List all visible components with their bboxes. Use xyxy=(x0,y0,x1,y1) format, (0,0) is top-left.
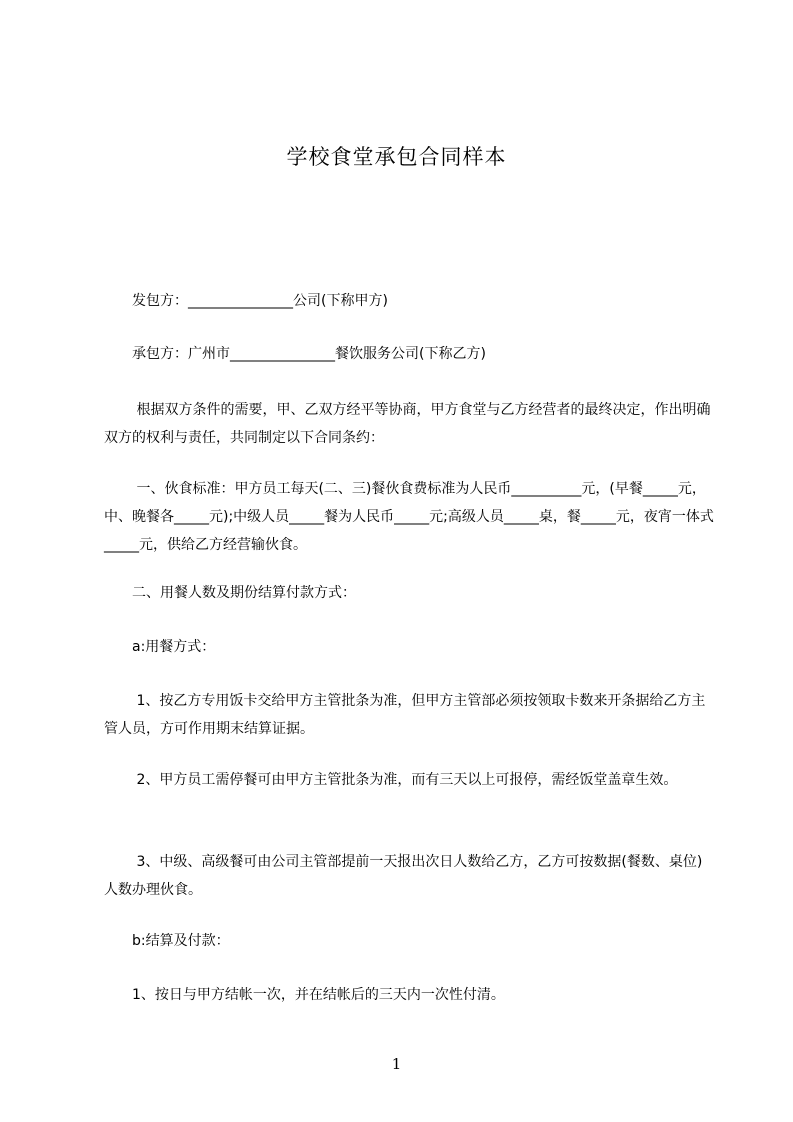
clause-1-meal-standard: 一、伙食标准：甲方员工每天(二、三)餐伙食费标准为人民币__________元，(早餐_____元，中、晚餐各_____元);中级人员_____餐为人民币_____元;高级人员_____桌，餐_____元，夜宵一体式_____元，供给乙方经营输伙食。 xyxy=(104,481,714,553)
section-a-heading: a:用餐方式： xyxy=(104,639,216,655)
clause-2-heading: 二、用餐人数及期份结算付款方式： xyxy=(104,585,356,601)
preamble-paragraph: 根据双方条件的需要，甲、乙双方经平等协商，甲方食堂与乙方经营者的最终决定，作出明确双方的权利与责任，共同制定以下合同条约： xyxy=(104,402,711,446)
section-a-item-2: 2、甲方员工需停餐可由甲方主管批条为准，而有三天以上可报停，需经饭堂盖章生效。 xyxy=(104,772,678,788)
document-title: 学校食堂承包合同样本 xyxy=(286,145,507,169)
party-a-line: 发包方：_______________公司(下称甲方) xyxy=(104,293,388,309)
section-a-item-3: 3、中级、高级餐可由公司主管部提前一天报出次日人数给乙方，乙方可按数据(餐数、桌位)人数办理伙食。 xyxy=(104,854,703,898)
section-a-item-1: 1、按乙方专用饭卡交给甲方主管批条为准，但甲方主管部必须按领取卡数来开条据给乙方主管人员，方可作用期末结算证据。 xyxy=(104,693,706,737)
section-b-item-1: 1、按日与甲方结帐一次，并在结帐后的三天内一次性付清。 xyxy=(104,987,505,1003)
page-number: 1 xyxy=(391,1055,402,1073)
party-b-line: 承包方：广州市_______________餐饮服务公司(下称乙方) xyxy=(104,346,486,362)
section-b-heading: b:结算及付款： xyxy=(104,933,230,949)
